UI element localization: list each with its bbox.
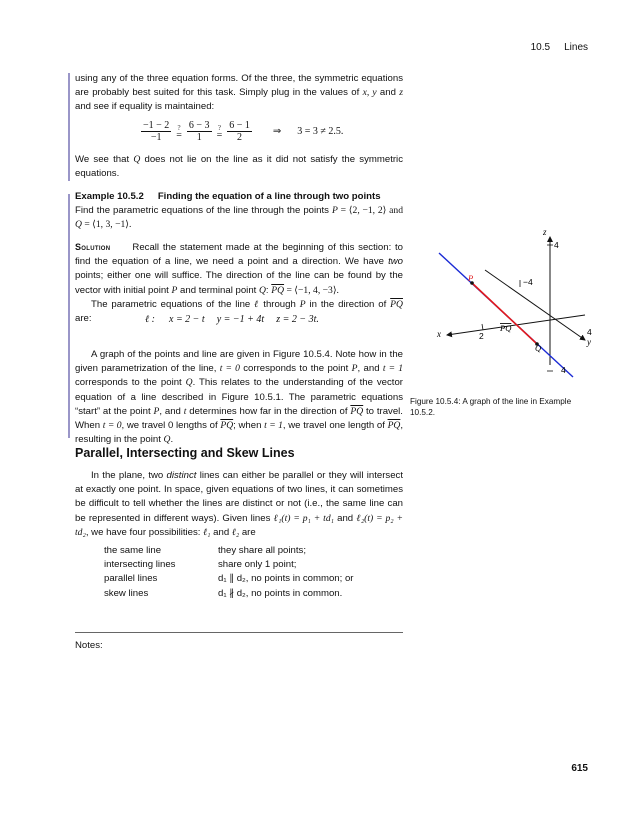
section-intro	[75, 469, 403, 540]
example-label: Example 10.5.2	[75, 191, 144, 202]
table-row	[104, 545, 353, 559]
example-title: Finding the equation of a line through two points	[157, 191, 381, 202]
notes-label: Notes:	[75, 640, 103, 651]
fraction-2: $\frac{6 - 3}{1}$	[188, 120, 210, 143]
case-cell: the same line	[104, 545, 162, 556]
intro-conclusion	[75, 153, 403, 181]
question-equals-2: ? =	[216, 123, 223, 141]
solution-paragraph-2: The parametric equations of the line ℓ through P in the direction of $\overline{PQ}$ are:	[75, 298, 403, 325]
description-cell: share only 1 point;	[218, 559, 297, 571]
intro-conclusion-paragraph: We see that Q does not lie on the line as it did not satisfy the symmetric equations.	[75, 154, 403, 180]
x-tick-2: 2	[479, 331, 484, 341]
intro-block	[75, 72, 403, 115]
vector-pq-label: PQ	[500, 323, 512, 333]
running-header	[531, 42, 588, 53]
parametric-equations	[145, 314, 319, 325]
header-section-title: Lines	[564, 42, 588, 53]
fraction-1: $\frac{-1 - 2}{-1}$	[143, 120, 170, 143]
section-intro-paragraph: In the plane, two distinct lines can either be parallel or they will intersect at exactly one point. In space, given equations of two lines, it can sometimes be difficult to tell whether the lines are distinct or not (i.e., the same line can be represented in different ways). Given lines ℓ₁(t) = p₁ + td₁ and ℓ₂(t) = p₂ + td₂, we have four possibilities: ℓ₁ and ℓ₂ are	[75, 470, 404, 538]
case-cell: parallel lines	[104, 573, 158, 585]
point-q-label: Q	[535, 343, 542, 353]
symmetric-equation-check	[138, 120, 343, 143]
intro-paragraph: using any of the three equation forms. Of the three, the symmetric equations are probably best suited for this task. Simply plug in the values of x, y and z and see if equality is maintained:	[75, 73, 403, 113]
graph-explanation-paragraph: A graph of the points and line are given in Figure 10.5.4. Note how in the given parametrization of the line, t = 0 corresponds to the point P, and t = 1 corresponds to the point Q. This relates to the understanding of the vector equation of a line described in Figure 10.5.1. The parametric equations “start” at the point P, and t determines how far in the direction of $\overline{PQ}$ to travel. When t = 0, we travel 0 lengths of $\overline{PQ}$; when t = 1, we travel one length of $\overline{PQ}$, resulting in the point Q.	[75, 349, 404, 446]
x-axis-label: x	[437, 329, 441, 339]
graph-explanation	[75, 348, 403, 447]
y-tick-4: 4	[587, 327, 592, 337]
equation-result: 3 = 3 ≠ 2.5.	[297, 126, 344, 137]
possibilities-table	[104, 545, 353, 602]
notes-divider	[75, 632, 403, 633]
case-cell: skew lines	[104, 587, 149, 599]
case-cell: intersecting lines	[104, 559, 176, 571]
line-ell: ℓ :	[145, 314, 155, 325]
fraction-3: $\frac{6 - 1}{2}$	[229, 120, 250, 143]
description-cell: they share all points;	[218, 545, 306, 556]
neg4-label: −4	[523, 277, 533, 287]
solution-paragraph-1: Solution Recall the statement made at the beginning of this section: to find the equation of a line, we need a point and a direction. We have two points; either one will suffice. The direction of the line can be found by the vector with initial point P and terminal point Q: $\overline{PQ}$ = ⟨−1, 4, −3⟩.	[75, 242, 403, 296]
table-row	[104, 588, 353, 602]
question-equals-1: ? =	[176, 123, 182, 141]
example-block	[75, 190, 403, 233]
example-heading	[75, 190, 403, 204]
param-y: y = −1 + 4t	[216, 314, 265, 325]
description-cell: d₁ ∦ d₂, no points in common.	[218, 587, 343, 599]
y-axis-label: y	[587, 337, 591, 347]
section-heading: Parallel, Intersecting and Skew Lines	[75, 446, 295, 460]
param-z: z = 2 − 3t.	[276, 314, 319, 325]
header-section-number: 10.5	[530, 42, 551, 53]
line-graph-figure	[425, 225, 605, 385]
continuation-bar-intro	[68, 73, 70, 181]
table-row	[104, 573, 353, 587]
point-p-label: P	[468, 273, 474, 283]
example-statement: Find the parametric equations of the line through the points P = ⟨2, −1, 2⟩ and Q = ⟨1, 3, −1⟩.	[75, 205, 403, 231]
figure-caption: Figure 10.5.4: A graph of the line in Example 10.5.2.	[410, 397, 572, 417]
z-tick-4: 4	[554, 240, 559, 250]
z-axis-label: z	[543, 227, 547, 237]
solution-label: Solution	[75, 242, 111, 252]
implies-arrow: ⇒	[272, 126, 282, 137]
table-row	[104, 559, 353, 573]
description-cell: d₁ ∥ d₂, no points in common; or	[218, 573, 354, 585]
continuation-bar-example	[68, 194, 70, 438]
page-number: 615	[571, 763, 588, 774]
param-x: x = 2 − t	[169, 314, 205, 325]
z-tick-neg4: 4	[561, 365, 566, 375]
